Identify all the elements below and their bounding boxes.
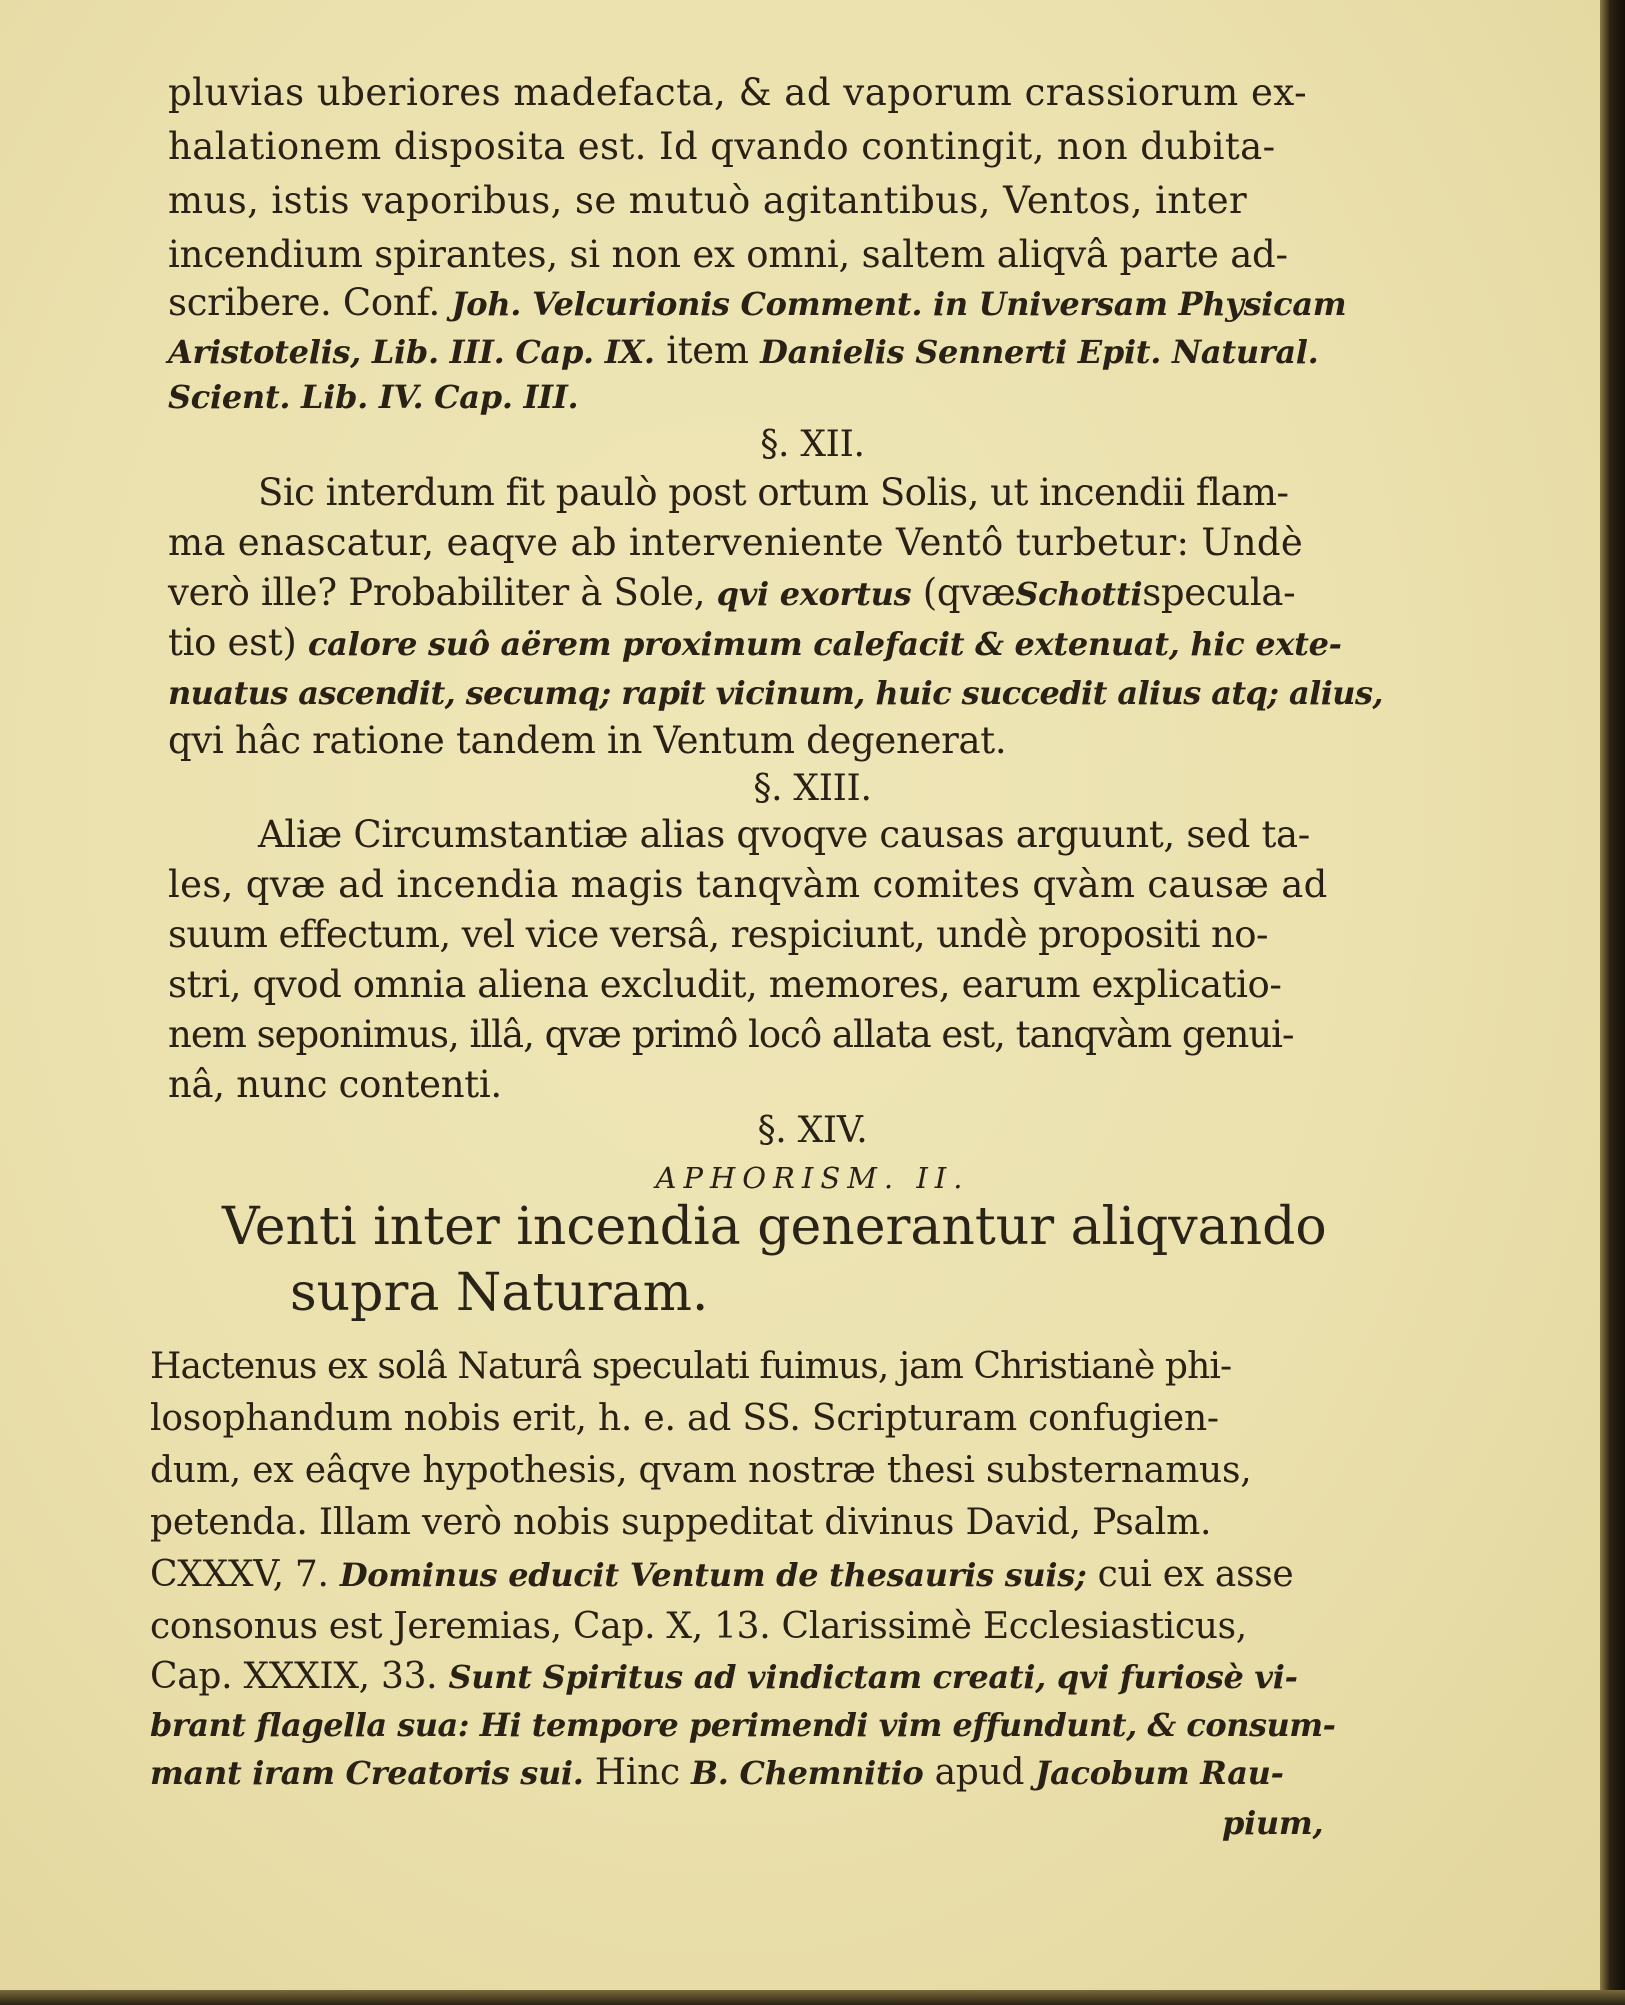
text-line: ma enascatur, eaqve ab interveniente Ventô turbetur: Undè: [168, 521, 1304, 564]
text-line: halationem dispositа est. Id qvando contingit, non dubita-: [168, 125, 1276, 168]
section-heading-12: §. XII.: [760, 424, 865, 465]
name-italic: B. Chemnitio: [691, 1754, 924, 1792]
citation-italic: Joh. Velcurionis Comment. in Universam Physicam: [451, 285, 1347, 323]
text-line: petenda. Illam verò nobis suppeditat divinus David, Psalm.: [150, 1502, 1212, 1543]
text-line: suum effectum, vel vice versâ, respiciunt, undè propositi no-: [168, 913, 1268, 956]
text-span: Cap. XXXIX, 33.: [150, 1656, 438, 1697]
text-line: Hactenus ex solâ Naturâ speculati fuimus, jam Christianè phi-: [150, 1346, 1232, 1387]
author-italic: Schotti: [1015, 575, 1143, 613]
quote-line: brant flagella sua: Hi tempore perimendi vim effundunt, & consum-: [150, 1706, 1336, 1744]
quote-italic: Sunt Spiritus ad vindictam creati, qvi furiosè vi-: [448, 1658, 1298, 1696]
text-line: Sic interdum fit paulò post ortum Solis, ut incendii flam-: [258, 471, 1289, 514]
text-line: stri, qvod omnia aliena excludit, memores, earum explicatio-: [168, 963, 1282, 1006]
text-span: scribere. Conf.: [168, 281, 440, 324]
text-line: pluvias uberiores madefacta, & ad vaporum crassiorum ex-: [168, 71, 1308, 114]
text-line: nâ, nunc contenti.: [168, 1063, 502, 1106]
text-span: CXXXV, 7.: [150, 1554, 329, 1595]
text-line: [150, 1654, 1298, 1700]
quote-line: nuatus ascendit, secumq; rapit vicinum, huic succedit alius atq; alius,: [168, 674, 1383, 712]
citation-line: Scient. Lib. IV. Cap. III.: [168, 378, 579, 416]
aphorism-label: APHORISM. II.: [655, 1161, 970, 1195]
text-line: [168, 280, 1346, 327]
aphorism-heading-line-2: supra Naturam.: [290, 1263, 709, 1323]
quote-italic: Dominus educit Ventum de thesauris suis;: [339, 1556, 1087, 1594]
section-heading-14: §. XIV.: [757, 1110, 868, 1151]
text-span: Hinc: [594, 1752, 680, 1793]
catchword: pium,: [1222, 1804, 1324, 1842]
text-line: [168, 328, 1319, 375]
quote-italic: mant iram Creatoris sui.: [150, 1754, 584, 1792]
text-line: nem seponimus, illâ, qvæ primô locô allata est, tanqvàm genui-: [168, 1013, 1294, 1056]
text-line: Aliæ Circumstantiæ alias qvoqve causas arguunt, sed ta-: [258, 813, 1311, 856]
section-heading-13: §. XIII.: [753, 768, 872, 809]
text-line: mus, istis vaporibus, se mutuò agitantibus, Ventos, inter: [168, 179, 1248, 222]
quote-italic: qvi exortus: [716, 575, 912, 613]
text-span: tio est): [168, 621, 297, 664]
quote-italic: calore suô aërem proximum calefacit & extenuat, hic exte-: [308, 625, 1342, 663]
citation-italic: Danielis Sennerti Epit. Natural.: [760, 333, 1319, 371]
name-italic: Jacobum Rau-: [1035, 1754, 1284, 1792]
text-line: qvi hâc ratione tandem in Ventum degenerat.: [168, 719, 1007, 762]
text-span: (qvæ: [922, 571, 1016, 614]
text-span: verò ille? Probabiliter à Sole,: [168, 571, 706, 614]
text-line: [150, 1750, 1284, 1796]
text-line: incendium spirantes, si non ex omni, saltem aliqvâ parte ad-: [168, 233, 1288, 276]
citation-italic: Aristotelis, Lib. III. Cap. IX.: [168, 333, 655, 371]
aphorism-heading-line-1: Venti inter incendia generantur aliqvando: [222, 1197, 1327, 1257]
text-line: dum, ex eâqve hypothesis, qvam nostræ thesi substernamus,: [150, 1450, 1252, 1491]
text-line: [168, 570, 1295, 617]
text-span: cui ex asse: [1097, 1554, 1294, 1595]
text-span: apud: [934, 1752, 1025, 1793]
text-line: consonus est Jeremias, Cap. X, 13. Clarissimè Ecclesiasticus,: [150, 1606, 1247, 1647]
text-line: losophandum nobis erit, h. e. ad SS. Scripturam confugien-: [150, 1398, 1219, 1439]
text-span: specula-: [1142, 571, 1296, 614]
text-line: [150, 1552, 1293, 1598]
text-line: [168, 620, 1342, 667]
text-line: les, qvæ ad incendia magis tanqvàm comites qvàm causæ ad: [168, 863, 1328, 906]
text-span: item: [666, 329, 749, 372]
